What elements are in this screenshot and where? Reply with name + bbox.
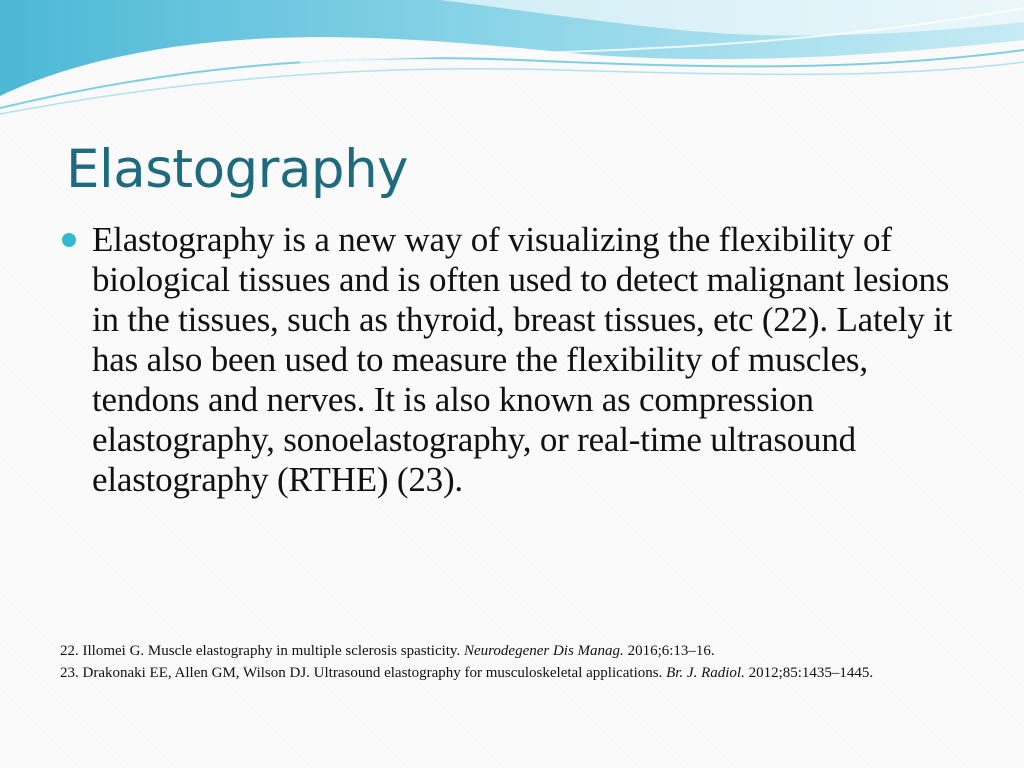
bullet-list xyxy=(62,220,962,500)
references xyxy=(60,641,920,684)
bullet-icon xyxy=(62,233,76,247)
bullet-text: Elastography is a new way of visualizing the flexibility of biological tissues and is often used to detect malignant lesions in the tissues, such as thyroid, breast tissues, etc (22). Lately it has also been used to measure the flexibility of muscles, tendons and nerves. It is also known as compression elastography, sonoelastography, or real-time ultrasound elastography (RTHE) (23). xyxy=(92,220,953,499)
wave-line-2 xyxy=(0,62,1024,114)
reference-23: 23. Drakonaki EE, Allen GM, Wilson DJ. Ultrasound elastography for musculoskeletal applications. Br. J. Radiol. 2012;85:1435–1445. xyxy=(60,664,874,681)
slide-title: Elastography xyxy=(66,139,409,200)
wave-line-1 xyxy=(0,50,1024,108)
header-wave-decoration xyxy=(0,0,1024,120)
reference-22: 22. Illomei G. Muscle elastography in multiple sclerosis spasticity. Neurodegener Dis Manag. 2016;6:13–16. xyxy=(60,643,715,659)
